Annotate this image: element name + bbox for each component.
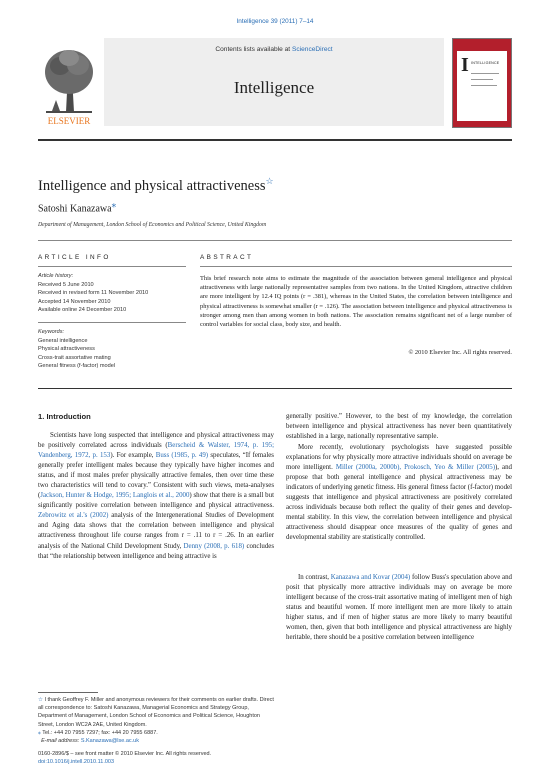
keywords	[38, 328, 188, 371]
contents-prefix: Contents lists available at	[215, 46, 292, 53]
citation-link[interactable]: Miller (2000a, 2000b), Prokosch, Yeo & Miller (2005)	[335, 464, 496, 472]
journal-name: Intelligence	[233, 78, 315, 97]
body-text: Scientists have long suspected that intelligence and physical attractiveness may be positively correlated across individuals (	[38, 432, 274, 450]
section-heading: 1. Introduction	[38, 412, 91, 421]
body-text: ) show that there is a small but significantly positive correlation between intelligence and physical attractiveness.	[38, 492, 274, 510]
body-text: analysis of the Intergenerational Studies of Development and Aging data shows that the correlation between intelligence and physical attractiveness throughout life course ranges from r = .11 to r = .26. In an earlier analysis of the National Child Development Study,	[38, 512, 274, 550]
keywords-label: Keywords:	[38, 329, 65, 335]
citation-link[interactable]: Kanazawa and Kovar (2004)	[330, 574, 411, 581]
cover-line	[471, 73, 499, 74]
author-name[interactable]: Satoshi Kanazawa	[38, 203, 112, 215]
divider	[38, 240, 512, 241]
article-title	[38, 176, 274, 195]
elsevier-logo	[38, 38, 100, 128]
abstract-text: This brief research note aims to estimate the magnitude of the association between general intelligence and physical attractiveness with large nationally representative samples from two nations. In the United Kingdom, attractive children are more intelligent by 12.4 IQ points (r = .381), whereas in the United States, the correlation between intelligence and physical attractiveness is somewhat smaller (r = .126). The association between intelligence and physical attractiveness is stronger among men than among women in both nations. The association remains significant net of a large number of control variables for social class, body size, and health.	[200, 275, 512, 329]
doi-link[interactable]: doi:10.1016/j.intell.2010.11.003	[38, 759, 115, 766]
footnote-mark: ☆	[38, 697, 43, 703]
cover-line	[471, 85, 497, 86]
citation-link[interactable]: Buss (1985, p. 49)	[155, 452, 209, 460]
divider	[38, 266, 186, 267]
intro-paragraph-2	[286, 443, 512, 543]
cover-panel	[457, 51, 507, 121]
body-text: In contrast,	[298, 574, 331, 581]
body-text: generally positive.” However, to the best of my knowledge, the correlation between intelligence and physical attractiveness has never been quantitatively established in a large, nationally representative sample.	[286, 413, 512, 441]
footnotes	[38, 696, 274, 745]
elsevier-wordmark: ELSEVIER	[47, 116, 91, 126]
intro-paragraph-3	[286, 573, 512, 643]
keyword: Cross-trait assortative mating	[38, 354, 111, 361]
footnote-text: Tel.: +44 20 7955 7297; fax: +44 20 7955 6887.	[42, 729, 158, 736]
history-item: Accepted 14 November 2010	[38, 298, 111, 305]
contents-line	[104, 46, 444, 53]
intro-paragraph-1	[38, 431, 274, 562]
author-footnote-mark[interactable]: ⁎	[111, 199, 117, 209]
cover-title: INTELLIGENCE	[471, 61, 500, 65]
journal-citation[interactable]: Intelligence 39 (2011) 7–14	[236, 18, 314, 25]
abstract-bottom-rule	[38, 388, 512, 389]
email-label: E-mail address:	[41, 738, 81, 745]
masthead-rule	[38, 139, 512, 141]
citation-link[interactable]: Jackson, Hunter & Hodge, 1995; Langlois et al., 2000	[40, 492, 190, 500]
history-item: Available online 24 December 2010	[38, 307, 127, 314]
elsevier-tree-icon	[38, 38, 100, 128]
divider	[38, 322, 186, 323]
body-text: ). For example,	[110, 452, 156, 460]
body-text: More recently, evolutionary psychologists have suggested possible explanations for why physically more attractive individuals should on average be more intelligent.	[286, 444, 512, 472]
body-text: follow Buss's speculation above and posit that physically more attractive individuals may on average be more intelligent because of the cross-trait assortative mating of intelligent men of high status and beautiful women. If more intelligent men are more likely to attain higher status, and if men of higher status are more likely to marry beautiful women, then, given that both intelligence and physical attractiveness are highly heritable, there should be a positive correlation between intelligence	[286, 574, 512, 642]
keyword: General intelligence	[38, 337, 88, 344]
article-title-text: Intelligence and physical attractiveness	[38, 177, 266, 194]
abstract-heading: ABSTRACT	[200, 254, 254, 261]
cover-line	[471, 79, 493, 80]
abstract-copyright: © 2010 Elsevier Inc. All rights reserved.	[408, 349, 512, 356]
front-matter	[38, 750, 211, 766]
divider	[200, 266, 512, 267]
history-item: Received in revised form 11 November 2010	[38, 290, 149, 297]
keyword: Physical attractiveness	[38, 346, 95, 353]
keyword: General fitness (f-factor) model	[38, 363, 116, 370]
footnote-mark: ⁎	[38, 729, 41, 736]
issn-line: 0160-2896/$ – see front matter © 2010 Elsevier Inc. All rights reserved.	[38, 751, 212, 757]
author	[38, 199, 116, 214]
history-item: Received 5 June 2010	[38, 281, 94, 288]
body-text: speculates, “If females generally prefer intelligent males because they typically have higher incomes and status, and if most males prefer physically attractive females, then over time these two characteristics will tend to covary.” Consistent with such views, meta-analyses (	[38, 452, 274, 500]
title-footnote-mark[interactable]: ☆	[265, 176, 274, 186]
footnote-rule	[38, 692, 98, 693]
intro-paragraph-1-cont	[286, 412, 512, 442]
citation-link[interactable]: Berscheid & Walster, 1974, p. 195; Vandenberg, 1972, p. 153	[38, 442, 274, 460]
cover-letter-icon: I	[461, 54, 469, 76]
journal-cover[interactable]	[452, 38, 512, 128]
body-text: ), and propose that both general intelligence and physical attractiveness may be indicators of underlying genetic fitness. His general fitness factor (f-factor) model suggests that intelligence and physical attractiveness are positively correlated across individuals because both reflect the quality of their genes and develop-mental stability. In this view, the correlation between intelligence and physical attractiveness should disappear once measures of the quality of genes and developmental stability are statistically controlled.	[286, 464, 512, 542]
citation-link[interactable]: Zebrowitz et al.'s (2002)	[38, 512, 109, 520]
citation-link[interactable]: Denny (2008, p. 618)	[183, 542, 245, 550]
footnote-text: I thank Geoffrey F. Miller and anonymous reviewers for their comments on earlier drafts. Direct all correspondence to: Satoshi Kanazawa, Managerial Economics and Strategy Group, Department of Management, London School of Economics and Political Science, Houghton Street, London WC2A 2AE, United Kingdom.	[38, 697, 274, 728]
sciencedirect-link[interactable]: ScienceDirect	[291, 46, 333, 53]
history-label: Article history:	[38, 273, 74, 279]
email-link[interactable]: S.Kanazawa@lse.ac.uk	[80, 738, 139, 745]
affiliation: Department of Management, London School of Economics and Political Science, United Kingdom	[38, 222, 267, 228]
body-text: concludes that “the relationship between intelligence and being attractive is	[38, 542, 275, 560]
article-history	[38, 272, 188, 315]
article-info-heading: ARTICLE INFO	[38, 254, 111, 261]
